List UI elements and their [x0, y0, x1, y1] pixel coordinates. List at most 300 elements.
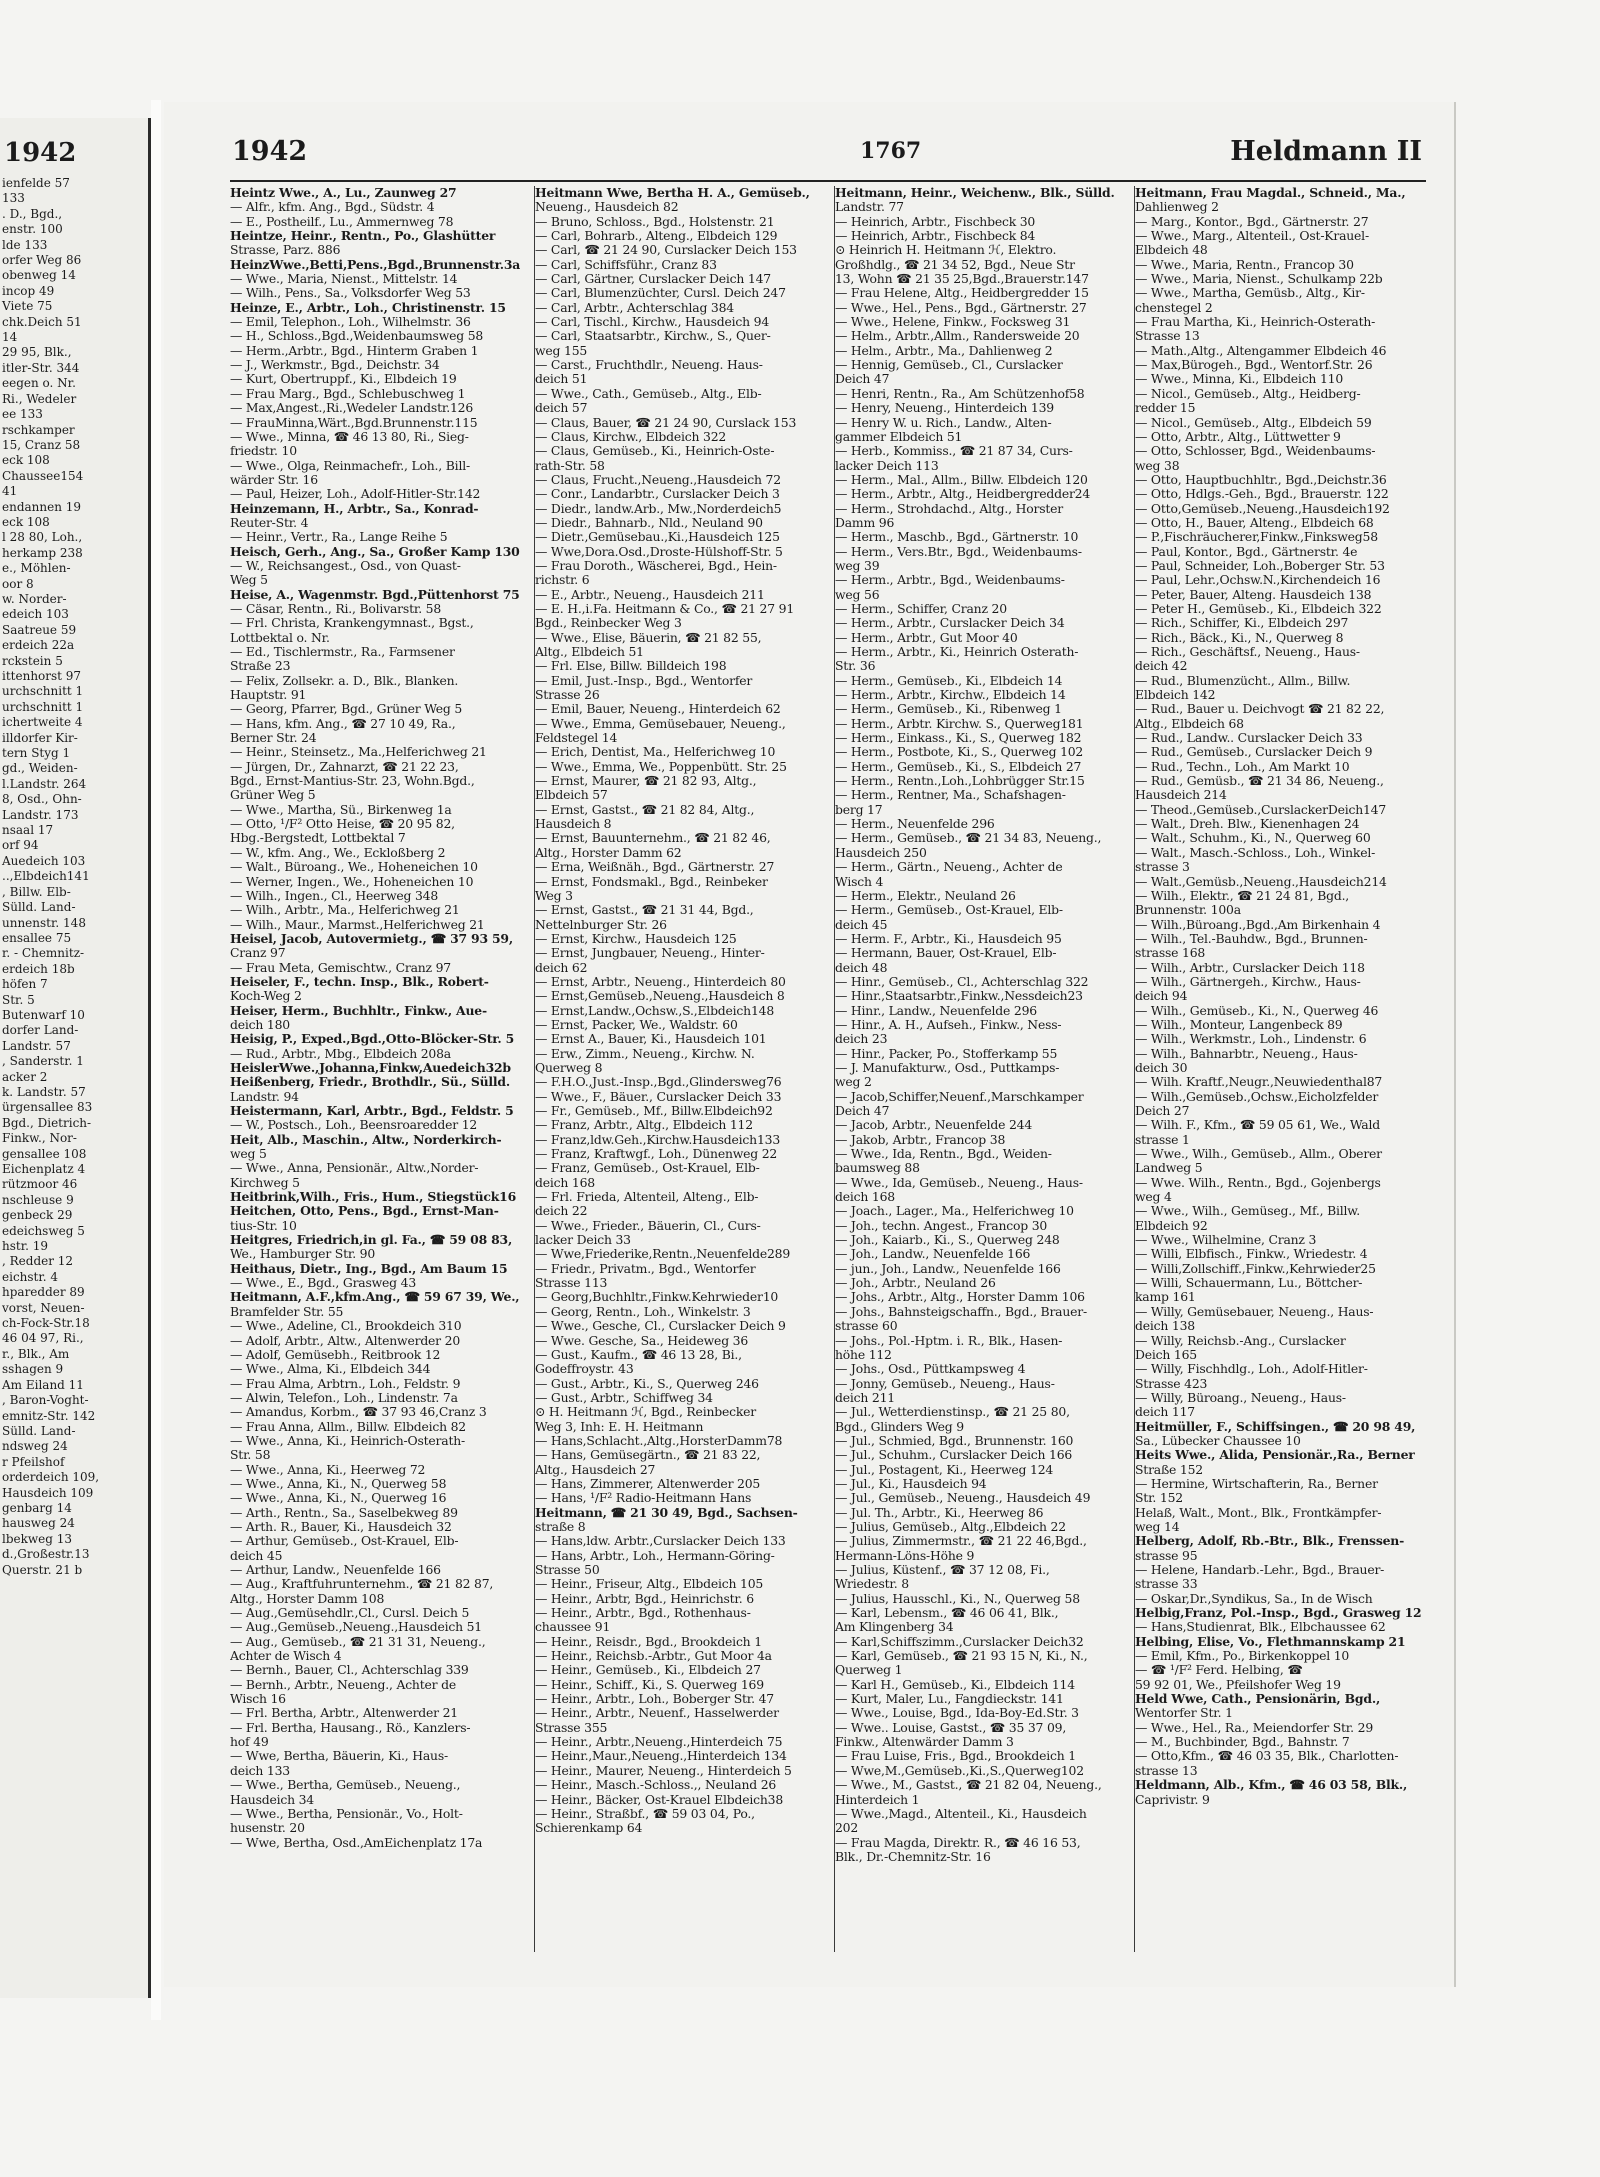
column-3	[834, 186, 1129, 1952]
previous-page-line: Hausdeich 109	[2, 1485, 94, 1500]
column-4	[1134, 186, 1429, 1952]
directory-entry-line: — Wwe., E., Bgd., Grasweg 43	[230, 1276, 417, 1291]
directory-entry-line: Strasse 50	[535, 1563, 600, 1577]
directory-entry-line: Straße 23	[230, 659, 291, 674]
directory-entry-line: Wentorfer Str. 1	[1135, 1706, 1233, 1721]
directory-entry-line: — Max,Angest.,Ri.,Wedeler Landstr.126	[230, 401, 474, 416]
directory-entry-line: — Rud., Gemüseb., Curslacker Deich 9	[1135, 745, 1373, 760]
previous-page-line: ..,Elbdeich141	[2, 869, 90, 884]
directory-entry-line: — Wwe., Wilh., Gemüseb., Allm., Oberer	[1135, 1147, 1382, 1162]
directory-entry-line: Heitmann, A.F.,kfm.Ang., ☎ 59 67 39, We.,	[230, 1290, 520, 1305]
previous-page-line: d.,Großestr.13	[2, 1547, 90, 1562]
directory-entry-line: — Heinr., Arbtr., Neuenf., Hasselwerder	[535, 1706, 779, 1721]
directory-entry-line: — Frl. Bertha, Hausang., Rö., Kanzlers-	[230, 1720, 471, 1735]
header-rule	[230, 180, 1426, 182]
directory-entry-line: — Hans,Studienrat, Blk., Elbchaussee 62	[1135, 1620, 1386, 1635]
previous-page-year: 1942	[4, 138, 77, 168]
directory-entry-line: Held Wwe, Cath., Pensionärin, Bgd.,	[1135, 1692, 1381, 1707]
directory-entry-line: Altg., Elbdeich 68	[1135, 716, 1244, 731]
directory-entry-line: strasse 3	[1135, 860, 1190, 875]
directory-entry-line: weg 14	[1135, 1519, 1180, 1534]
directory-entry-line: — Helm., Arbtr.,Allm., Randersweide 20	[835, 329, 1080, 344]
directory-entry-line: — Felix, Zollsekr. a. D., Blk., Blanken.	[230, 673, 459, 688]
directory-entry-line: — Wwe., Minna, Ki., Elbdeich 110	[1135, 372, 1344, 387]
directory-entry-line: ⊙ Heinrich H. Heitmann ℋ, Elektro.	[835, 243, 1057, 258]
previous-page-line: incop 49	[2, 283, 55, 298]
directory-entry-line: — Walt., Büroang., We., Hoheneichen 10	[230, 860, 478, 875]
directory-entry-line: — Hans, Arbtr., Loh., Hermann-Göring-	[535, 1548, 775, 1563]
directory-entry-line: tius-Str. 10	[230, 1218, 297, 1233]
directory-entry-line: Heinzemann, H., Arbtr., Sa., Konrad-	[230, 501, 479, 516]
directory-entry-line: — Willy, Gemüsebauer, Neueng., Haus-	[1135, 1304, 1374, 1319]
directory-entry-line: deich 62	[535, 960, 588, 975]
directory-entry-line: — W., Reichsangest., Osd., von Quast-	[230, 558, 461, 573]
directory-entry-line: Heitmann Wwe, Bertha H. A., Gemüseb.,	[535, 186, 810, 200]
previous-page-line: Sülld. Land-	[2, 900, 76, 915]
directory-entry-line: — Herm., Einkass., Ki., S., Querweg 182	[835, 731, 1082, 746]
previous-page-line: Sülld. Land-	[2, 1423, 76, 1438]
directory-entry-line: deich 48	[835, 960, 888, 975]
directory-entry-line: — Julius, Gemüseb., Altg.,Elbdeich 22	[835, 1519, 1066, 1534]
directory-entry-line: Heldmann, Alb., Kfm., ☎ 46 03 58, Blk.,	[1135, 1778, 1408, 1793]
directory-entry-line: — Wwe., Bertha, Gemüseb., Neueng.,	[230, 1778, 461, 1793]
previous-page-edge	[0, 118, 151, 1998]
directory-entry-line: hof 49	[230, 1735, 269, 1750]
directory-entry-line: — Herm., Rentn.,Loh.,Lohbrügger Str.15	[835, 774, 1085, 789]
directory-entry-line: — Herb., Kommiss., ☎ 21 87 34, Curs-	[835, 444, 1073, 459]
previous-page-line: rschkamper	[2, 422, 75, 437]
directory-entry-line: — Wilh., Arbtr., Ma., Helferichweg 21	[230, 903, 460, 918]
directory-entry-line: Weg 5	[230, 573, 268, 588]
directory-entry-line: — Heinrich, Arbtr., Fischbeck 30	[835, 214, 1036, 229]
previous-page-line: rckstein 5	[2, 653, 63, 668]
directory-entry-line: Hausdeich 250	[835, 845, 927, 860]
directory-entry-line: weg 155	[535, 343, 588, 358]
directory-entry-line: — Joach., Lager., Ma., Helferichweg 10	[835, 1204, 1074, 1219]
directory-entry-line: — Herm., Arbtr., Gut Moor 40	[835, 630, 1018, 645]
directory-entry-line: wärder Str. 16	[230, 472, 318, 487]
directory-entry-line: — Wilh., Ingen., Cl., Heerweg 348	[230, 888, 439, 903]
directory-entry-line: — Oskar,Dr.,Syndikus, Sa., In de Wisch	[1135, 1591, 1373, 1606]
directory-entry-line: — Jul. Th., Arbtr., Ki., Heerweg 86	[835, 1505, 1044, 1520]
directory-entry-line: — Hermine, Wirtschafterin, Ra., Berner	[1135, 1476, 1378, 1491]
directory-entry-line: — Karl,Schiffszimm.,Curslacker Deich32	[835, 1634, 1084, 1649]
directory-entry-line: — Willi, Schauermann, Lu., Böttcher-	[1135, 1276, 1363, 1291]
directory-entry-line: — Aug., Gemüseb., ☎ 21 31 31, Neueng.,	[230, 1634, 486, 1649]
previous-page-line: gensallee 108	[2, 1146, 87, 1161]
directory-entry-line: — Hans, Gemüsegärtn., ☎ 21 83 22,	[535, 1448, 761, 1463]
directory-entry-line: — E., Arbtr., Neueng., Hausdeich 211	[535, 587, 765, 602]
directory-entry-line: — Frl. Bertha, Arbtr., Altenwerder 21	[230, 1706, 458, 1721]
directory-entry-line: — Wwe,M.,Gemüseb.,Ki.,S.,Querweg102	[835, 1763, 1084, 1778]
previous-page-line: Finkw., Nor-	[2, 1131, 77, 1146]
directory-entry-line: — Wwe., Martha, Sü., Birkenweg 1a	[230, 802, 452, 817]
directory-entry-line: Querweg 8	[535, 1060, 603, 1075]
previous-page-line: gd., Weiden-	[2, 761, 78, 776]
directory-entry-line: — Wwe., Marg., Altenteil., Ost-Krauel-	[1135, 229, 1369, 244]
column-2	[534, 186, 829, 1952]
directory-entry-line: — jun., Joh., Landw., Neuenfelde 166	[835, 1261, 1061, 1276]
directory-entry-line: — Walt., Schuhm., Ki., N., Querweg 60	[1135, 831, 1371, 846]
directory-entry-line: deich 45	[835, 917, 888, 932]
previous-page-line: edeichsweg 5	[2, 1223, 85, 1238]
directory-entry-line: — Hinr., Gemüseb., Cl., Achterschlag 322	[835, 974, 1089, 989]
directory-entry-line: — Hennig, Gemüseb., Cl., Curslacker	[835, 358, 1063, 373]
directory-entry-line: — Frau Meta, Gemischtw., Cranz 97	[230, 960, 451, 975]
directory-entry-line: — Franz, Arbtr., Altg., Elbdeich 112	[535, 1118, 753, 1133]
directory-entry-line: — Carst., Fruchthdlr., Neueng. Haus-	[535, 358, 763, 373]
directory-entry-line: kamp 161	[1135, 1290, 1196, 1305]
directory-entry-line: — Heinr.,Maur.,Neueng.,Hinterdeich 134	[535, 1749, 787, 1764]
directory-entry-line: Altg., Horster Damm 62	[535, 845, 682, 860]
directory-entry-line: Weg 3, Inh: E. H. Heitmann	[535, 1419, 704, 1434]
directory-entry-line: Landstr. 94	[230, 1089, 299, 1104]
directory-entry-line: — Wwe.,Magd., Altenteil., Ki., Hausdeich	[835, 1806, 1087, 1821]
directory-entry-line: — Carl, Bohrarb., Alteng., Elbdeich 129	[535, 229, 778, 244]
directory-entry-line: deich 23	[835, 1032, 888, 1047]
directory-entry-line: Sa., Lübecker Chaussee 10	[1135, 1433, 1301, 1448]
directory-entry-line: — Julius, Zimmermstr., ☎ 21 22 46,Bgd.,	[835, 1534, 1087, 1549]
directory-entry-line: — Heinr., Masch.-Schloss.,, Neuland 26	[535, 1778, 777, 1793]
directory-entry-line: Deich 47	[835, 372, 890, 387]
previous-page-line: Saatreue 59	[2, 622, 77, 637]
directory-entry-line: — M., Buchbinder, Bgd., Bahnstr. 7	[1135, 1735, 1350, 1750]
directory-entry-line: 59 92 01, We., Pfeilshofer Weg 19	[1135, 1677, 1341, 1692]
directory-entry-line: — Adolf, Gemüsebh., Reitbrook 12	[230, 1347, 441, 1362]
previous-page-line: emnitz-Str. 142	[2, 1408, 96, 1423]
directory-entry-line: — Jakob, Arbtr., Francop 38	[835, 1132, 1006, 1147]
previous-page-line: genbarg 14	[2, 1500, 72, 1515]
previous-page-line: ürgensallee 83	[2, 1100, 93, 1115]
directory-entry-line: weg 56	[835, 587, 880, 602]
directory-entry-line: — Georg,Buchhltr.,Finkw.Kehrwieder10	[535, 1290, 779, 1305]
directory-entry-line: — Carl, Arbtr., Achterschlag 384	[535, 300, 734, 315]
directory-entry-line: deich 133	[230, 1763, 290, 1778]
directory-entry-line: Blk., Dr.-Chemnitz-Str. 16	[835, 1849, 991, 1864]
directory-entry-line: — Wwe., Anna, Ki., N., Querweg 58	[230, 1476, 447, 1491]
directory-entry-line: — Wilh., Maur., Marmst.,Helferichweg 21	[230, 917, 485, 932]
directory-entry-line: — Herm., Rentner, Ma., Schafshagen-	[835, 788, 1066, 803]
directory-entry-line: — Frau Martha, Ki., Heinrich-Osterath-	[1135, 315, 1376, 330]
directory-entry-line: — Bernh., Arbtr., Neueng., Achter de	[230, 1677, 456, 1692]
previous-page-line: orf 94	[2, 838, 39, 853]
directory-entry-line: — Wilh. F., Kfm., ☎ 59 05 61, We., Wald	[1135, 1118, 1380, 1133]
directory-entry-line: — Bernh., Bauer, Cl., Achterschlag 339	[230, 1663, 469, 1678]
directory-entry-line: Elbdeich 142	[1135, 688, 1216, 703]
directory-entry-line: — Wwe., Adeline, Cl., Brookdeich 310	[230, 1319, 462, 1334]
directory-entry-line: deich 211	[835, 1390, 895, 1405]
previous-page-line: ensallee 75	[2, 930, 72, 945]
directory-entry-line: — Carl, Blumenzüchter, Cursl. Deich 247	[535, 286, 786, 301]
directory-entry-line: — Emil, Just.-Insp., Bgd., Wentorfer	[535, 673, 753, 688]
previous-page-line: unnenstr. 148	[2, 915, 86, 930]
previous-page-line: illdorfer Kir-	[2, 730, 78, 745]
directory-entry-line: — Julius, Küstenf., ☎ 37 12 08, Fi.,	[835, 1563, 1050, 1577]
directory-entry-line: Landstr. 77	[835, 200, 904, 215]
directory-entry-line: — Hans,ldw. Arbtr.,Curslacker Deich 133	[535, 1534, 786, 1549]
directory-entry-line: Heisch, Gerh., Ang., Sa., Großer Kamp 130	[230, 544, 520, 559]
previous-page-line: ee 133	[2, 407, 43, 422]
directory-entry-line: Strasse 355	[535, 1720, 608, 1735]
directory-entry-line: — Frau Alma, Arbtrn., Loh., Feldstr. 9	[230, 1376, 461, 1391]
directory-entry-line: — Jul., Schuhm., Curslacker Deich 166	[835, 1448, 1073, 1463]
directory-entry-line: — Karl, Lebensm., ☎ 46 06 41, Blk.,	[835, 1606, 1059, 1621]
previous-page-line: urchschnitt 1	[2, 684, 84, 699]
directory-entry-line: Berner Str. 24	[230, 731, 317, 746]
directory-entry-line: Bgd., Reinbecker Weg 3	[535, 616, 682, 631]
directory-entry-line: — Herm., Gemüseb., ☎ 21 34 83, Neueng.,	[835, 831, 1102, 846]
previous-page-line: tern Styg 1	[2, 746, 71, 761]
directory-entry-line: We., Hamburger Str. 90	[230, 1247, 376, 1262]
directory-entry-line: weg 39	[835, 558, 880, 573]
directory-entry-line: Cranz 97	[230, 946, 286, 961]
directory-entry-line: — Franz,ldw.Geh.,Kirchw.Hausdeich133	[535, 1132, 781, 1147]
directory-entry-line: — Jul., Gemüseb., Neueng., Hausdeich 49	[835, 1491, 1091, 1506]
directory-entry-line: — Herm., Postbote, Ki., S., Querweg 102	[835, 745, 1084, 760]
directory-entry-line: — Willi,Zollschiff.,Finkw.,Kehrwieder25	[1135, 1261, 1376, 1276]
directory-entry-line: — Herm., Arbtr. Kirchw. S., Querweg181	[835, 716, 1084, 731]
directory-entry-line: — Wilh., Werkmstr., Loh., Lindenstr. 6	[1135, 1032, 1367, 1047]
directory-entry-line: — Aug.,Gemüseb.,Neueng.,Hausdeich 51	[230, 1620, 482, 1635]
directory-entry-line: — Dietr.,Gemüsebau.,Ki.,Hausdeich 125	[535, 530, 780, 545]
directory-entry-line: — Wilh. Kraftf.,Neugr.,Neuwiedenthal87	[1135, 1075, 1383, 1090]
directory-entry-line: — Aug.,Gemüsehdlr.,Cl., Cursl. Deich 5	[230, 1606, 470, 1621]
previous-page-line: k. Landstr. 57	[2, 1084, 86, 1099]
directory-entry-line: Hermann-Löns-Höhe 9	[835, 1548, 975, 1563]
directory-entry-line: deich 22	[535, 1204, 588, 1219]
directory-entry-line: — Wwe,Friederike,Rentn.,Neuenfelde289	[535, 1247, 791, 1262]
directory-entry-line: — Emil, Kfm., Po., Birkenkoppel 10	[1135, 1649, 1350, 1664]
directory-entry-line: — Herm., Arbtr., Curslacker Deich 34	[835, 616, 1065, 631]
directory-entry-line: Caprivistr. 9	[1135, 1792, 1210, 1807]
directory-entry-line: — Herm., Arbtr., Kirchw., Elbdeich 14	[835, 688, 1066, 703]
directory-entry-line: — Nicol., Gemüseb., Altg., Elbdeich 59	[1135, 415, 1372, 430]
directory-entry-line: — Frau Anna, Allm., Billw. Elbdeich 82	[230, 1419, 466, 1434]
directory-entry-line: strasse 33	[1135, 1577, 1198, 1592]
previous-page-line: ichertweite 4	[2, 715, 83, 730]
directory-entry-line: — Karl, Gemüseb., ☎ 21 93 15 N, Ki., N.,	[835, 1649, 1088, 1664]
directory-entry-line: Lottbektal o. Nr.	[230, 630, 330, 645]
directory-entry-line: — Walt.,Gemüsb.,Neueng.,Hausdeich214	[1135, 874, 1387, 889]
previous-page-line: acker 2	[2, 1069, 48, 1084]
directory-entry-line: rath-Str. 58	[535, 458, 605, 473]
directory-entry-line: 202	[835, 1821, 859, 1836]
directory-entry-line: Bgd., Ernst-Mantius-Str. 23, Wohn.Bgd.,	[230, 774, 475, 789]
directory-entry-line: chenstegel 2	[1135, 300, 1213, 315]
previous-page-line: e., Möhlen-	[2, 561, 71, 576]
directory-entry-line: — Carl, Gärtner, Curslacker Deich 147	[535, 272, 771, 287]
directory-entry-line: Kirchweg 5	[230, 1175, 300, 1190]
directory-entry-line: — Wwe., Hel., Pens., Bgd., Gärtnerstr. 27	[835, 300, 1087, 315]
directory-entry-line: Altg., Hausdeich 27	[535, 1462, 656, 1477]
directory-entry-line: — Wwe., M., Gastst., ☎ 21 82 04, Neueng.,	[835, 1778, 1102, 1793]
directory-entry-line: — Ernst, Gastst., ☎ 21 82 84, Altg.,	[535, 802, 755, 817]
previous-page-line: l.Landstr. 264	[2, 776, 87, 791]
directory-entry-line: — Helm., Arbtr., Ma., Dahlienweg 2	[835, 343, 1053, 358]
directory-entry-line: — Jul., Wetterdienstinsp., ☎ 21 25 80,	[835, 1405, 1070, 1420]
directory-entry-line: — Arthur, Gemüseb., Ost-Krauel, Elb-	[230, 1534, 459, 1549]
directory-entry-line: Wriedestr. 8	[835, 1577, 909, 1592]
directory-columns	[230, 186, 1430, 1956]
directory-entry-line: — Frau Marg., Bgd., Schlebuschweg 1	[230, 386, 466, 401]
directory-entry-line: Hausdeich 214	[1135, 788, 1227, 803]
directory-entry-line: deich 45	[230, 1548, 283, 1563]
previous-page-line: Butenwarf 10	[2, 1007, 85, 1022]
directory-entry-line: — Jürgen, Dr., Zahnarzt, ☎ 21 22 23,	[230, 759, 459, 774]
directory-entry-line: Heistermann, Karl, Arbtr., Bgd., Feldstr. 5	[230, 1104, 514, 1118]
directory-entry-line: — Carl, Schiffsführ., Cranz 83	[535, 257, 717, 272]
directory-entry-line: 13, Wohn ☎ 21 35 25,Bgd.,Brauerstr.147	[835, 272, 1089, 287]
directory-entry-line: — Hinr.,Staatsarbtr.,Finkw.,Nessdeich23	[835, 989, 1083, 1004]
directory-entry-line: strasse 1	[1135, 1132, 1190, 1147]
previous-page-lines	[2, 176, 151, 1578]
directory-entry-line: Hauptstr. 91	[230, 688, 307, 703]
directory-entry-line: — Marg., Kontor., Bgd., Gärtnerstr. 27	[1135, 214, 1369, 229]
directory-entry-line: — Frau Doroth., Wäscherei, Bgd., Hein-	[535, 558, 777, 573]
directory-entry-line: — Wilh., Tel.-Bauhdw., Bgd., Brunnen-	[1135, 931, 1368, 946]
directory-entry-line: Heintz Wwe., A., Lu., Zaunweg 27	[230, 186, 457, 200]
previous-page-line: ndsweg 24	[2, 1439, 68, 1454]
directory-entry-line: Wisch 4	[835, 874, 884, 889]
directory-entry-line: — Wwe., Maria, Rentn., Francop 30	[1135, 257, 1354, 272]
directory-entry-line: deich 51	[535, 372, 588, 387]
column-1	[230, 186, 524, 1952]
directory-entry-line: — Jul., Ki., Hausdeich 94	[835, 1476, 987, 1491]
previous-page-line: erdeich 22a	[2, 638, 75, 653]
previous-page-line: dorfer Land-	[2, 1023, 79, 1038]
directory-entry-line: — Heinr., Arbtr., Loh., Boberger Str. 47	[535, 1692, 774, 1707]
directory-entry-line: — Alwin, Telefon., Loh., Lindenstr. 7a	[230, 1390, 458, 1405]
directory-entry-line: — Wwe., Emma, We., Poppenbütt. Str. 25	[535, 759, 787, 774]
directory-entry-line: Heisel, Jacob, Autovermietg., ☎ 37 93 59,	[230, 931, 513, 946]
directory-entry-line: deich 168	[835, 1190, 895, 1205]
directory-entry-line: — Wwe., Wilhelmine, Cranz 3	[1135, 1233, 1317, 1248]
directory-entry-line: Brunnenstr. 100a	[1135, 903, 1241, 918]
directory-entry-line: — Frau Luise, Fris., Bgd., Brookdeich 1	[835, 1749, 1076, 1764]
directory-entry-line: Str. 152	[1135, 1491, 1183, 1506]
directory-entry-line: Straße 152	[1135, 1462, 1203, 1477]
directory-entry-line: — Otto, Arbtr., Altg., Lüttwetter 9	[1135, 429, 1341, 444]
directory-entry-line: Heise, A., Wagenmstr. Bgd.,Püttenhorst 75	[230, 587, 520, 602]
directory-entry-line: redder 15	[1135, 401, 1196, 416]
directory-entry-line: — Paul, Heizer, Loh., Adolf-Hitler-Str.142	[230, 487, 481, 502]
directory-entry-line: — Claus, Bauer, ☎ 21 24 90, Curslack 153	[535, 415, 797, 430]
directory-entry-line: Grüner Weg 5	[230, 788, 316, 803]
directory-entry-line: weg 38	[1135, 458, 1180, 473]
directory-entry-line: straße 8	[535, 1519, 586, 1534]
directory-entry-line: — Hinr., A. H., Aufseh., Finkw., Ness-	[835, 1017, 1062, 1032]
directory-entry-line: — Walt., Masch.-Schloss., Loh., Winkel-	[1135, 845, 1376, 860]
previous-page-line: höfen 7	[2, 977, 48, 992]
previous-page-line: r Pfeilshof	[2, 1454, 65, 1469]
directory-entry-line: — Max,Bürogeh., Bgd., Wentorf.Str. 26	[1135, 358, 1373, 373]
directory-entry-line: Bramfelder Str. 55	[230, 1304, 344, 1319]
directory-entry-line: — H., Schloss.,Bgd.,Weidenbaumsweg 58	[230, 329, 484, 344]
previous-page-line: oor 8	[2, 576, 34, 591]
directory-entry-line: — Heinr., Arbtr, Bgd., Heinrichstr. 6	[535, 1591, 754, 1606]
directory-entry-line: Str. 58	[230, 1448, 271, 1463]
directory-entry-line: — Rud., Techn., Loh., Am Markt 10	[1135, 759, 1350, 774]
directory-entry-line: — F.H.O.,Just.-Insp.,Bgd.,Glindersweg76	[535, 1075, 782, 1090]
directory-entry-line: — Erna, Weißnäh., Bgd., Gärtnerstr. 27	[535, 860, 775, 875]
directory-entry-line: — Herm., Neuenfelde 296	[835, 817, 995, 832]
directory-entry-line: — Jul., Schmied, Bgd., Brunnenstr. 160	[835, 1433, 1074, 1448]
directory-entry-line: Altg., Horster Damm 108	[230, 1591, 385, 1606]
previous-page-line: , Baron-Voght-	[2, 1393, 89, 1408]
directory-entry-line: — Herm., Mal., Allm., Billw. Elbdeich 120	[835, 472, 1088, 487]
directory-entry-line: deich 30	[1135, 1060, 1188, 1075]
directory-entry-line: — Wwe. Gesche, Sa., Heideweg 36	[535, 1333, 749, 1348]
directory-entry-line: — Hans,Schlacht.,Altg.,HorsterDamm78	[535, 1433, 783, 1448]
previous-page-line: 133	[2, 191, 25, 206]
previous-page-line: r., Blk., Am	[2, 1346, 70, 1361]
directory-entry-line: — Ernst, Bauunternehm., ☎ 21 82 46,	[535, 831, 771, 846]
previous-page-line: eegen o. Nr.	[2, 376, 76, 391]
previous-page-line: 14	[2, 330, 18, 345]
directory-entry-line: — Herm., Gemüseb., Ki., Ribenweg 1	[835, 702, 1062, 717]
previous-page-line: eichstr. 4	[2, 1269, 59, 1284]
directory-entry-line: — Wwe., Gesche, Cl., Curslacker Deich 9	[535, 1319, 786, 1334]
previous-page-line: , Billw. Elb-	[2, 884, 71, 899]
directory-entry-line: — Frl. Else, Billw. Billdeich 198	[535, 659, 727, 674]
directory-entry-line: Helberg, Adolf, Rb.-Btr., Blk., Frenssen-	[1135, 1534, 1405, 1549]
directory-entry-line: — Wwe., Anna, Ki., Heerweg 72	[230, 1462, 426, 1477]
directory-entry-line: lacker Deich 33	[535, 1233, 631, 1248]
directory-entry-line: Hausdeich 8	[535, 817, 612, 832]
page-number: 1767	[860, 138, 922, 164]
directory-entry-line: weg 2	[835, 1075, 872, 1090]
directory-entry-line: — Helene, Handarb.-Lehr., Bgd., Brauer-	[1135, 1563, 1385, 1577]
directory-entry-line: Helaß, Walt., Mont., Blk., Frontkämpfer-	[1135, 1505, 1382, 1520]
directory-entry-line: — Paul, Kontor., Bgd., Gärtnerstr. 4e	[1135, 544, 1358, 559]
directory-entry-line: — Wilh., Gemüseb., Ki., N., Querweg 46	[1135, 1003, 1379, 1018]
directory-entry-line: — Wwe, Bertha, Osd.,AmEichenplatz 17a	[230, 1835, 483, 1850]
directory-entry-line: strasse 60	[835, 1319, 898, 1334]
directory-entry-line: strasse 95	[1135, 1548, 1198, 1563]
previous-page-line: . D., Bgd.,	[2, 206, 63, 221]
directory-entry-line: strasse 13	[1135, 1763, 1198, 1778]
directory-entry-line: — Jacob, Arbtr., Neuenfelde 244	[835, 1118, 1033, 1133]
directory-entry-line: — Wwe., Emma, Gemüsebauer, Neueng.,	[535, 716, 786, 731]
directory-entry-line: — Ernst, Arbtr., Neueng., Hinterdeich 80	[535, 974, 786, 989]
previous-page-line: eck 108	[2, 514, 50, 529]
previous-page-line: nsaal 17	[2, 823, 54, 838]
directory-entry-line: — Theod.,Gemüseb.,CurslackerDeich147	[1135, 802, 1387, 817]
directory-entry-line: — Claus, Gemüseb., Ki., Heinrich-Oste-	[535, 444, 775, 459]
directory-entry-line: — Wilh., Elektr., ☎ 21 24 81, Bgd.,	[1135, 888, 1350, 903]
directory-entry-line: — Arthur, Landw., Neuenfelde 166	[230, 1563, 441, 1577]
directory-entry-line: Schierenkamp 64	[535, 1821, 643, 1836]
directory-entry-line: — Frau Helene, Altg., Heidbergredder 15	[835, 286, 1089, 301]
previous-page-line: hstr. 19	[2, 1239, 49, 1254]
directory-entry-line: Koch-Weg 2	[230, 989, 302, 1004]
directory-entry-line: — Herm. F., Arbtr., Ki., Hausdeich 95	[835, 931, 1062, 946]
previous-page-line: ch-Fock-Str.18	[2, 1316, 90, 1331]
directory-entry-line: — Wilh.,Büroang.,Bgd.,Am Birkenhain 4	[1135, 917, 1381, 932]
directory-entry-line: — P.,Fischräucherer,Finkw.,Finksweg58	[1135, 530, 1378, 545]
directory-entry-line: — Herm., Gemüseb., Ki., Elbdeich 14	[835, 673, 1063, 688]
directory-entry-line: — Otto,Gemüseb.,Neueng.,Hausdeich192	[1135, 501, 1390, 516]
directory-entry-line: — Ernst, Packer, We., Waldstr. 60	[535, 1017, 738, 1032]
previous-page-line: hparedder 89	[2, 1285, 85, 1300]
directory-entry-line: — Frl. Frieda, Altenteil, Alteng., Elb-	[535, 1190, 759, 1205]
directory-entry-line: weg 4	[1135, 1190, 1172, 1205]
directory-entry-line: — Hans, kfm. Ang., ☎ 27 10 49, Ra.,	[230, 716, 456, 731]
directory-entry-line: — Julius, Hausschl., Ki., N., Querweg 58	[835, 1591, 1080, 1606]
directory-entry-line: HeislerWwe.,Johanna,Finkw,Auedeich32b	[230, 1060, 511, 1075]
directory-entry-line: — Adolf, Arbtr., Altw., Altenwerder 20	[230, 1333, 461, 1348]
directory-entry-line: — Wwe., Maria, Nienst., Schulkamp 22b	[1135, 272, 1383, 287]
